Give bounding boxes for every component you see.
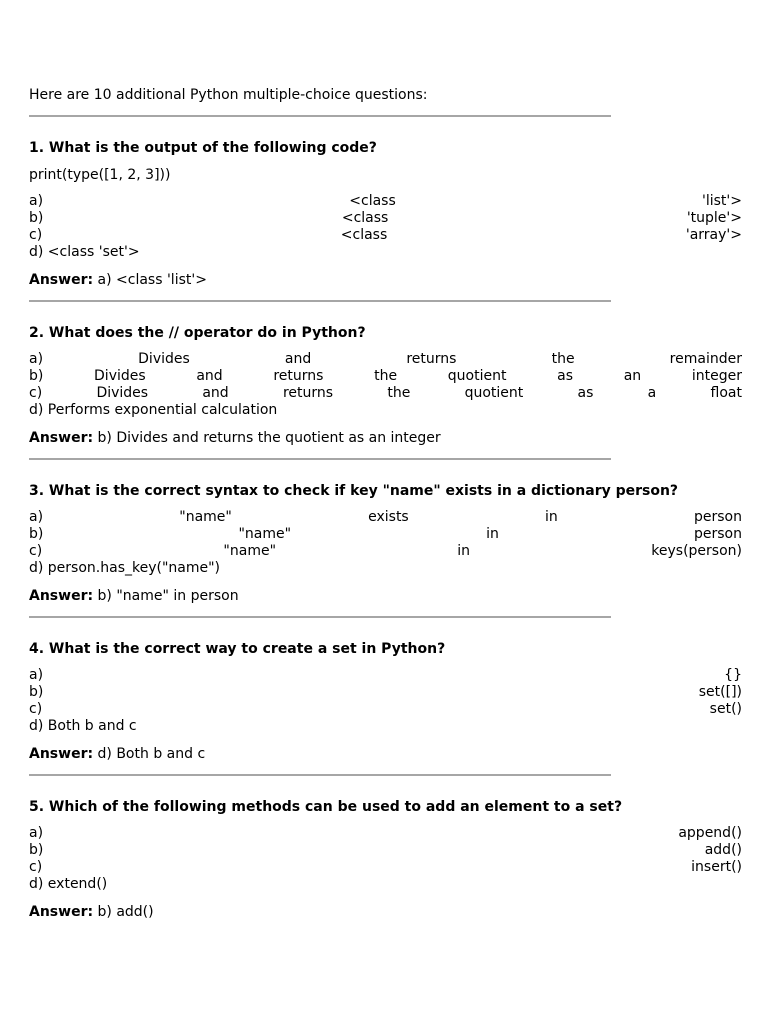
option-word: 'array'> [685,227,742,243]
option-word: add() [704,842,742,858]
option-word: quotient [464,385,524,401]
answer-label: Answer: [29,904,94,920]
question-title: 5. Which of the following methods can be used to add an element to a set? [29,799,623,815]
option-word: a) [29,193,44,209]
question-list [29,117,742,921]
answer-text: b) Divides and returns the quotient as an integer [97,430,441,446]
option-word: integer [691,368,742,384]
answer-label: Answer: [29,430,94,446]
option-line [29,509,742,526]
answer-label: Answer: [29,272,94,288]
option-word: in [544,509,558,525]
option-word: as [557,368,574,384]
option-word: b) [29,684,44,700]
option-list [29,509,742,577]
answer-text: b) add() [97,904,154,920]
option-line [29,227,742,244]
question-title: 3. What is the correct syntax to check if key "name" exists in a dictionary person? [29,483,679,499]
option-word: a) [29,509,44,525]
option-word: set() [709,701,742,717]
option-word: the [551,351,575,367]
option-list [29,667,742,735]
option-line [29,543,742,560]
question-title: 2. What does the // operator do in Python? [29,325,366,341]
option-line [29,351,742,368]
option-line [29,385,742,402]
option-word: returns [273,368,324,384]
intro-text: Here are 10 additional Python multiple-choice questions: [29,87,428,103]
option-word: as [577,385,594,401]
option-word: "name" [179,509,232,525]
option-line: d) Performs exponential calculation [29,402,278,418]
option-word: a) [29,667,44,683]
answer-line [29,587,742,605]
option-line [29,859,742,876]
option-word: <class [341,210,389,226]
option-line [29,701,742,718]
option-line [29,667,742,684]
option-line: d) Both b and c [29,718,137,734]
option-word: b) [29,368,44,384]
option-word: 'tuple'> [686,210,742,226]
question-block [29,302,742,460]
option-word: a) [29,825,44,841]
option-word: float [710,385,742,401]
option-word: append() [678,825,742,841]
option-line [29,526,742,543]
option-line [29,825,742,842]
answer-text: d) Both b and c [97,746,206,762]
option-list [29,351,742,419]
option-word: <class [340,227,388,243]
answer-line [29,903,742,921]
question-block [29,618,742,776]
option-word: remainder [669,351,742,367]
answer-label: Answer: [29,588,94,604]
option-line [29,842,742,859]
question-block [29,117,742,302]
option-word: c) [29,859,43,875]
option-word: "name" [223,543,277,559]
option-line: d) extend() [29,876,108,892]
option-word: person [694,526,742,542]
option-word: an [623,368,642,384]
option-word: in [486,526,499,542]
code-snippet: print(type([1, 2, 3])) [29,167,171,183]
option-word: quotient [447,368,507,384]
option-word: insert() [691,859,742,875]
answer-line [29,429,742,447]
option-line [29,193,742,210]
document-content [29,86,742,921]
option-word: c) [29,385,43,401]
option-word: keys(person) [651,543,742,559]
option-word: the [387,385,411,401]
option-word: b) [29,210,44,226]
option-word: b) [29,526,44,542]
option-list [29,825,742,893]
answer-line [29,745,742,763]
option-word: in [457,543,471,559]
question-title: 1. What is the output of the following code? [29,140,377,156]
option-word: and [196,368,223,384]
option-word: <class [349,193,396,209]
option-line: d) <class 'set'> [29,244,140,260]
answer-text: b) "name" in person [97,588,239,604]
option-line [29,684,742,701]
option-word: c) [29,227,43,243]
option-word: {} [724,667,742,683]
question-block [29,776,742,921]
option-word: and [284,351,312,367]
option-line: d) person.has_key("name") [29,560,220,576]
option-word: person [693,509,742,525]
answer-label: Answer: [29,746,94,762]
option-word: exists [368,509,409,525]
option-word: and [202,385,229,401]
option-word: "name" [238,526,292,542]
option-word: set([]) [698,684,742,700]
option-word: a [647,385,657,401]
option-list [29,193,742,261]
answer-text: a) <class 'list'> [97,272,207,288]
option-word: b) [29,842,44,858]
option-word: 'list'> [702,193,742,209]
option-word: c) [29,543,43,559]
option-word: returns [282,385,334,401]
option-word: Divides [96,385,149,401]
option-line [29,368,742,385]
option-word: c) [29,701,43,717]
option-word: a) [29,351,44,367]
question-block [29,460,742,618]
answer-line [29,271,742,289]
option-word: Divides [94,368,146,384]
option-word: the [374,368,398,384]
question-title: 4. What is the correct way to create a set in Python? [29,641,446,657]
option-word: Divides [138,351,190,367]
option-line [29,210,742,227]
option-word: returns [406,351,457,367]
